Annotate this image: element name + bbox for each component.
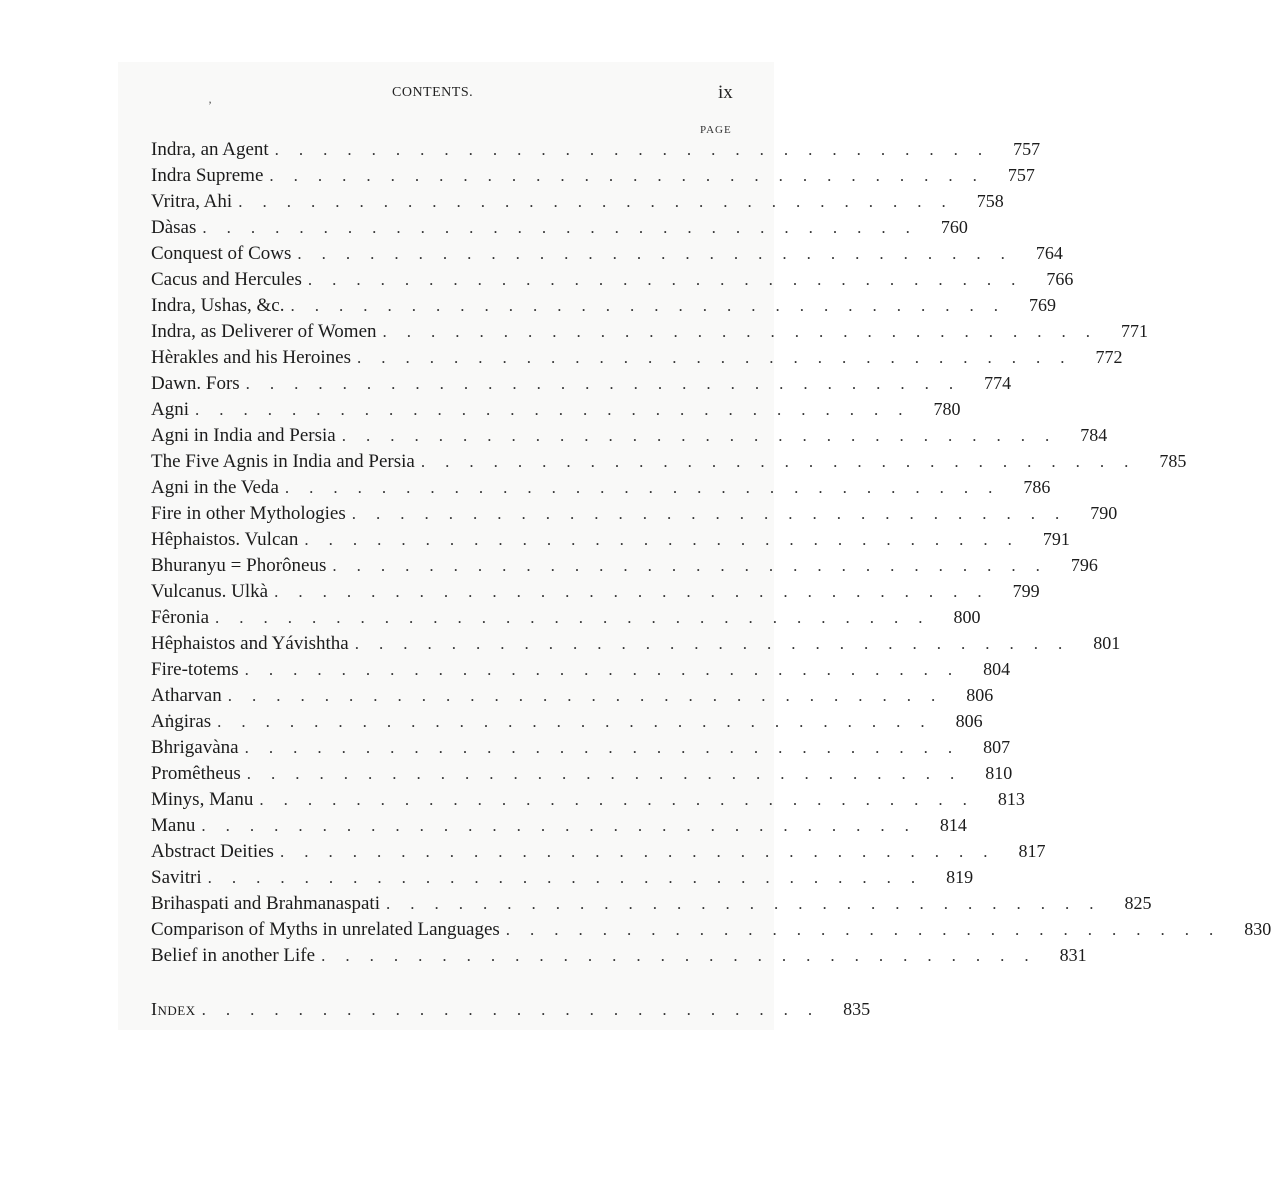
dot-leader: .............................. [290,296,1018,315]
toc-entry [151,708,983,734]
entry-page-number: 757 [1013,139,1041,159]
toc-entry [151,552,1098,578]
entry-title: Agni [151,399,189,420]
entry-page-number: 804 [983,659,1011,679]
entry-title: The Five Agnis in India and Persia [151,451,415,472]
entry-title: Belief in another Life [151,945,316,966]
toc-entry [151,682,994,708]
entry-title: Promêtheus [151,763,241,784]
entry-page-number: 780 [933,399,961,419]
dot-leader: .............................. [307,270,1036,289]
entry-page-number: 785 [1159,451,1187,471]
entry-page-number: 830 [1244,919,1271,939]
toc-entry [151,214,968,240]
dot-leader: .......................... [201,1000,833,1019]
toc-entry [151,344,1123,370]
dot-leader: .............................. [356,348,1085,367]
toc-entry [151,890,1152,916]
toc-entry [151,318,1149,344]
dot-leader: .............................. [274,140,1003,159]
scan-speck: ’ [208,98,212,112]
toc-entry [151,292,1056,318]
dot-leader: .............................. [227,686,956,705]
toc-entry [151,578,1040,604]
entry-page-number: 796 [1070,555,1098,575]
toc-entry [151,916,1271,942]
toc-entry [151,240,1063,266]
toc-entry [151,162,1035,188]
toc-entry [151,370,1012,396]
running-title: CONTENTS. [392,85,474,100]
toc-entry [151,786,1025,812]
dot-leader: .............................. [505,920,1234,939]
dot-leader: .............................. [341,426,1070,445]
entry-title: Fêronia [151,607,210,628]
entry-page-number: 760 [940,217,968,237]
dot-leader: .............................. [420,452,1149,471]
dot-leader: .............................. [207,868,936,887]
dot-leader: .............................. [246,764,975,783]
toc-entry [151,526,1070,552]
entry-page-number: 790 [1090,503,1118,523]
index-page-number: 835 [843,999,871,1019]
toc-entry [151,448,1187,474]
index-entry [151,996,871,1022]
page-column-label: PAGE [700,124,732,136]
entry-title: Minys, Manu [151,789,254,810]
toc-entry [151,500,1118,526]
entry-title: Agni in the Veda [151,477,279,498]
dot-leader: .............................. [201,816,929,835]
entry-title: Indra Supreme [151,165,264,186]
entry-title: Agni in India and Persia [151,425,336,446]
entry-page-number: 764 [1035,243,1063,263]
entry-page-number: 819 [946,867,974,887]
toc-entry [151,838,1046,864]
toc-entry [151,188,1004,214]
entry-title: Hêphaistos and Yávishtha [151,633,349,654]
toc-entry [151,136,1041,162]
toc-entry [151,266,1074,292]
dot-leader: .............................. [269,166,997,185]
toc-entry [151,604,981,630]
entry-page-number: 817 [1018,841,1046,861]
entry-title: Indra, as Deliverer of Women [151,321,377,342]
dot-leader: .............................. [351,504,1080,523]
dot-leader: .............................. [259,790,987,809]
toc-entry [151,656,1011,682]
entry-title: Fire-totems [151,659,239,680]
table-of-contents [151,136,1271,968]
entry-page-number: 791 [1042,529,1070,549]
toc-entry [151,942,1087,968]
entry-page-number: 807 [983,737,1011,757]
entry-title: Bhrigavàna [151,737,239,758]
entry-page-number: 758 [976,191,1004,211]
toc-entry [151,760,1013,786]
entry-title: Dawn. Fors [151,373,240,394]
entry-title: Cacus and Hercules [151,269,302,290]
dot-leader: .............................. [245,374,974,393]
dot-leader: .............................. [284,478,1013,497]
entry-page-number: 825 [1124,893,1152,913]
entry-title: Hêphaistos. Vulcan [151,529,299,550]
entry-page-number: 784 [1080,425,1108,445]
dot-leader: .............................. [195,400,923,419]
entry-title: Aṅgiras [151,711,212,732]
dot-leader: .............................. [238,192,966,211]
entry-page-number: 810 [985,763,1013,783]
toc-entry [151,422,1108,448]
entry-title: Dàsas [151,217,197,238]
dot-leader: .............................. [215,608,943,627]
entry-title: Vritra, Ahi [151,191,233,212]
entry-title: Brihaspati and Brahmanaspati [151,893,380,914]
entry-page-number: 757 [1007,165,1035,185]
toc-entry [151,812,967,838]
dot-leader: .............................. [244,660,973,679]
folio-page-number: ix [718,82,733,103]
entry-title: Vulcanus. Ulkà [151,581,269,602]
entry-page-number: 813 [997,789,1025,809]
entry-page-number: 799 [1012,581,1040,601]
entry-title: Bhuranyu = Phorôneus [151,555,327,576]
entry-page-number: 831 [1059,945,1087,965]
entry-page-number: 774 [984,373,1012,393]
entry-page-number: 806 [966,685,994,705]
index-title: Index [151,999,196,1019]
dot-leader: .............................. [274,582,1002,601]
dot-leader: .............................. [304,530,1032,549]
dot-leader: .............................. [386,894,1114,913]
dot-leader: .............................. [279,842,1008,861]
toc-entry [151,734,1011,760]
entry-page-number: 800 [953,607,981,627]
entry-page-number: 769 [1029,295,1056,315]
entry-title: Indra, Ushas, &c. [151,295,285,316]
entry-page-number: 766 [1046,269,1074,289]
entry-title: Atharvan [151,685,222,706]
dot-leader: .............................. [332,556,1060,575]
entry-title: Comparison of Myths in unrelated Languages [151,919,500,940]
dot-leader: .............................. [244,738,973,757]
entry-page-number: 814 [939,815,967,835]
toc-entry [151,864,974,890]
entry-title: Abstract Deities [151,841,274,862]
entry-title: Indra, an Agent [151,139,269,160]
entry-title: Fire in other Mythologies [151,503,346,524]
dot-leader: .............................. [382,322,1111,341]
entry-page-number: 771 [1121,321,1149,341]
entry-title: Manu [151,815,196,836]
dot-leader: .............................. [297,244,1025,263]
entry-title: Conquest of Cows [151,243,292,264]
entry-title: Savitri [151,867,202,888]
toc-entry [151,396,961,422]
toc-entry [151,474,1051,500]
dot-leader: .............................. [202,218,930,237]
toc-entry [151,630,1121,656]
dot-leader: .............................. [217,712,945,731]
entry-page-number: 786 [1023,477,1051,497]
dot-leader: .............................. [354,634,1083,653]
entry-page-number: 801 [1093,633,1121,653]
entry-title: Hèrakles and his Heroines [151,347,351,368]
entry-page-number: 772 [1095,347,1123,367]
dot-leader: .............................. [321,946,1049,965]
entry-page-number: 806 [955,711,983,731]
